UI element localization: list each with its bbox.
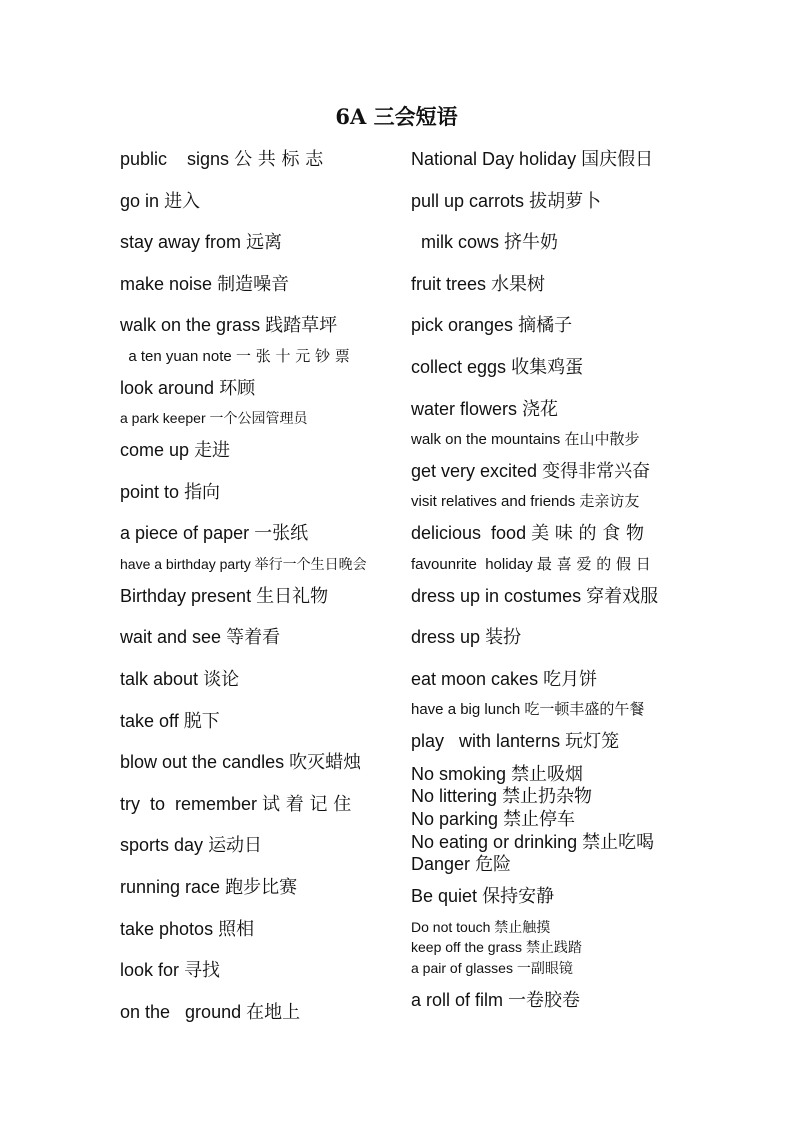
right-phrase-row — [411, 275, 545, 294]
english-phrase: look for — [120, 960, 180, 980]
chinese-translation: 照相 — [218, 919, 255, 940]
chinese-translation: 变得非常兴奋 — [542, 461, 651, 482]
chinese-translation: 走亲访友 — [579, 492, 640, 510]
english-phrase: fruit trees — [411, 274, 487, 294]
chinese-translation: 禁止吸烟 — [511, 764, 584, 785]
chinese-translation: 一个公园管理员 — [209, 411, 308, 427]
right-phrase-row — [411, 833, 654, 852]
english-phrase: Birthday present — [120, 586, 252, 606]
right-phrase-row — [411, 557, 651, 572]
right-phrase-row — [411, 887, 554, 906]
left-phrase-row — [120, 712, 220, 731]
english-phrase: look around — [120, 378, 215, 398]
english-phrase: dress up in costumes — [411, 586, 582, 606]
english-phrase: delicious food — [411, 523, 527, 543]
english-phrase: Be quiet — [411, 886, 478, 906]
english-phrase: take photos — [120, 919, 214, 939]
right-phrase-row — [411, 670, 597, 689]
left-phrase-row — [120, 587, 328, 606]
right-phrase-row — [411, 494, 639, 509]
english-phrase: walk on the mountains — [411, 431, 561, 448]
right-phrase-row — [411, 810, 575, 829]
chinese-translation: 美 味 的 食 物 — [531, 523, 644, 544]
english-phrase: have a big lunch — [411, 701, 521, 718]
right-phrase-row — [411, 432, 639, 447]
right-phrase-row — [411, 961, 573, 976]
chinese-translation: 穿着戏服 — [586, 586, 659, 607]
chinese-translation: 收集鸡蛋 — [511, 357, 584, 378]
left-phrase-row — [120, 1003, 300, 1022]
english-phrase: walk on the grass — [120, 315, 261, 335]
chinese-translation: 玩灯笼 — [565, 731, 620, 752]
right-phrase-row — [411, 316, 572, 335]
chinese-translation: 挤牛奶 — [504, 232, 559, 253]
chinese-translation: 拔胡萝卜 — [529, 191, 602, 212]
chinese-translation: 禁止停车 — [503, 809, 576, 830]
english-phrase: pick oranges — [411, 315, 514, 335]
chinese-translation: 跑步比赛 — [225, 877, 298, 898]
left-phrase-row — [120, 150, 323, 169]
left-phrase-row — [120, 316, 337, 335]
chinese-translation: 进入 — [164, 191, 201, 212]
left-phrase-row — [120, 878, 297, 897]
english-phrase: No parking — [411, 809, 499, 829]
left-phrase-row — [120, 961, 220, 980]
english-phrase: point to — [120, 482, 180, 502]
english-phrase: No smoking — [411, 764, 507, 784]
chinese-translation: 指向 — [184, 482, 221, 503]
right-phrase-row — [411, 765, 583, 784]
english-phrase: a pair of glasses — [411, 960, 513, 976]
chinese-translation: 一张纸 — [254, 523, 309, 544]
chinese-translation: 运动日 — [208, 835, 263, 856]
english-phrase: get very excited — [411, 461, 538, 481]
chinese-translation: 脱下 — [183, 711, 220, 732]
english-phrase: sports day — [120, 835, 204, 855]
english-phrase: water flowers — [411, 399, 518, 419]
english-phrase: pull up carrots — [411, 191, 525, 211]
chinese-translation: 禁止践踏 — [525, 940, 582, 956]
chinese-translation: 在山中散步 — [564, 430, 640, 448]
chinese-translation: 一副眼镜 — [516, 961, 573, 977]
english-phrase: public signs — [120, 149, 230, 169]
english-phrase: a park keeper — [120, 410, 206, 426]
english-phrase: No eating or drinking — [411, 832, 578, 852]
left-phrase-row — [120, 628, 280, 647]
english-phrase: a ten yuan note — [120, 348, 232, 365]
right-phrase-row — [411, 233, 558, 252]
chinese-translation: 在地上 — [246, 1002, 301, 1023]
chinese-translation: 寻找 — [184, 960, 221, 981]
chinese-translation: 国庆假日 — [581, 149, 654, 170]
right-phrase-row — [411, 192, 601, 211]
english-phrase: come up — [120, 440, 190, 460]
chinese-translation: 一卷胶卷 — [508, 990, 581, 1011]
left-phrase-row — [120, 557, 367, 572]
left-phrase-row — [120, 524, 308, 543]
chinese-translation: 装扮 — [485, 627, 522, 648]
english-phrase: talk about — [120, 669, 199, 689]
left-phrase-row — [120, 795, 351, 814]
english-phrase: go in — [120, 191, 160, 211]
left-phrase-row — [120, 379, 255, 398]
chinese-translation: 吃月饼 — [543, 669, 598, 690]
right-phrase-row — [411, 920, 550, 935]
right-phrase-row — [411, 150, 653, 169]
english-phrase: eat moon cakes — [411, 669, 539, 689]
right-phrase-row — [411, 940, 582, 955]
chinese-translation: 禁止触摸 — [494, 920, 551, 936]
chinese-translation: 危险 — [475, 854, 512, 875]
english-phrase: blow out the candles — [120, 752, 285, 772]
left-phrase-row — [120, 411, 308, 426]
page-title: 6A 三会短语 — [335, 104, 458, 129]
english-phrase: play with lanterns — [411, 731, 561, 751]
chinese-translation: 保持安静 — [482, 886, 555, 907]
chinese-translation: 水果树 — [491, 274, 546, 295]
left-phrase-row — [120, 836, 262, 855]
chinese-translation: 谈论 — [203, 669, 240, 690]
english-phrase: keep off the grass — [411, 939, 523, 955]
english-phrase: take off — [120, 711, 179, 731]
english-phrase: a roll of film — [411, 990, 504, 1010]
right-phrase-row — [411, 462, 650, 481]
right-phrase-row — [411, 400, 558, 419]
left-phrase-row — [120, 349, 350, 364]
english-phrase: Do not touch — [411, 919, 491, 935]
english-phrase: on the ground — [120, 1002, 242, 1022]
left-phrase-row — [120, 233, 282, 252]
english-phrase: wait and see — [120, 627, 222, 647]
right-phrase-row — [411, 524, 644, 543]
chinese-translation: 吃一顿丰盛的午餐 — [524, 700, 645, 718]
right-phrase-row — [411, 855, 511, 874]
left-phrase-row — [120, 192, 200, 211]
left-phrase-row — [120, 441, 230, 460]
left-phrase-row — [120, 670, 239, 689]
left-phrase-row — [120, 275, 289, 294]
english-phrase: milk cows — [411, 232, 500, 252]
chinese-translation: 制造噪音 — [217, 274, 290, 295]
left-phrase-row — [120, 753, 361, 772]
english-phrase: collect eggs — [411, 357, 507, 377]
chinese-translation: 远离 — [246, 232, 283, 253]
english-phrase: favounrite holiday — [411, 556, 533, 573]
chinese-translation: 禁止吃喝 — [582, 832, 655, 853]
chinese-translation: 生日礼物 — [256, 586, 329, 607]
right-phrase-row — [411, 628, 521, 647]
right-phrase-row — [411, 787, 592, 806]
english-phrase: running race — [120, 877, 221, 897]
chinese-translation: 一 张 十 元 钞 票 — [235, 347, 350, 365]
left-phrase-row — [120, 483, 220, 502]
english-phrase: visit relatives and friends — [411, 493, 576, 510]
chinese-translation: 举行一个生日晚会 — [254, 557, 367, 573]
left-phrase-row — [120, 920, 254, 939]
right-phrase-row — [411, 358, 583, 377]
chinese-translation: 禁止扔杂物 — [502, 786, 593, 807]
english-phrase: No littering — [411, 786, 498, 806]
right-phrase-row — [411, 732, 619, 751]
english-phrase: stay away from — [120, 232, 242, 252]
chinese-translation: 环顾 — [219, 378, 256, 399]
chinese-translation: 吹灭蜡烛 — [289, 752, 362, 773]
right-phrase-row — [411, 587, 658, 606]
chinese-translation: 走进 — [194, 440, 231, 461]
chinese-translation: 公 共 标 志 — [234, 149, 324, 170]
chinese-translation: 摘橘子 — [518, 315, 573, 336]
english-phrase: Danger — [411, 854, 471, 874]
chinese-translation: 试 着 记 住 — [262, 794, 352, 815]
english-phrase: dress up — [411, 627, 481, 647]
right-phrase-row — [411, 991, 580, 1010]
chinese-translation: 践踏草坪 — [265, 315, 338, 336]
chinese-translation: 最 喜 爱 的 假 日 — [536, 555, 651, 573]
right-phrase-row — [411, 702, 644, 717]
english-phrase: have a birthday party — [120, 556, 251, 572]
english-phrase: make noise — [120, 274, 213, 294]
chinese-translation: 等着看 — [226, 627, 281, 648]
chinese-translation: 浇花 — [522, 399, 559, 420]
english-phrase: try to remember — [120, 794, 258, 814]
english-phrase: National Day holiday — [411, 149, 577, 169]
english-phrase: a piece of paper — [120, 523, 250, 543]
